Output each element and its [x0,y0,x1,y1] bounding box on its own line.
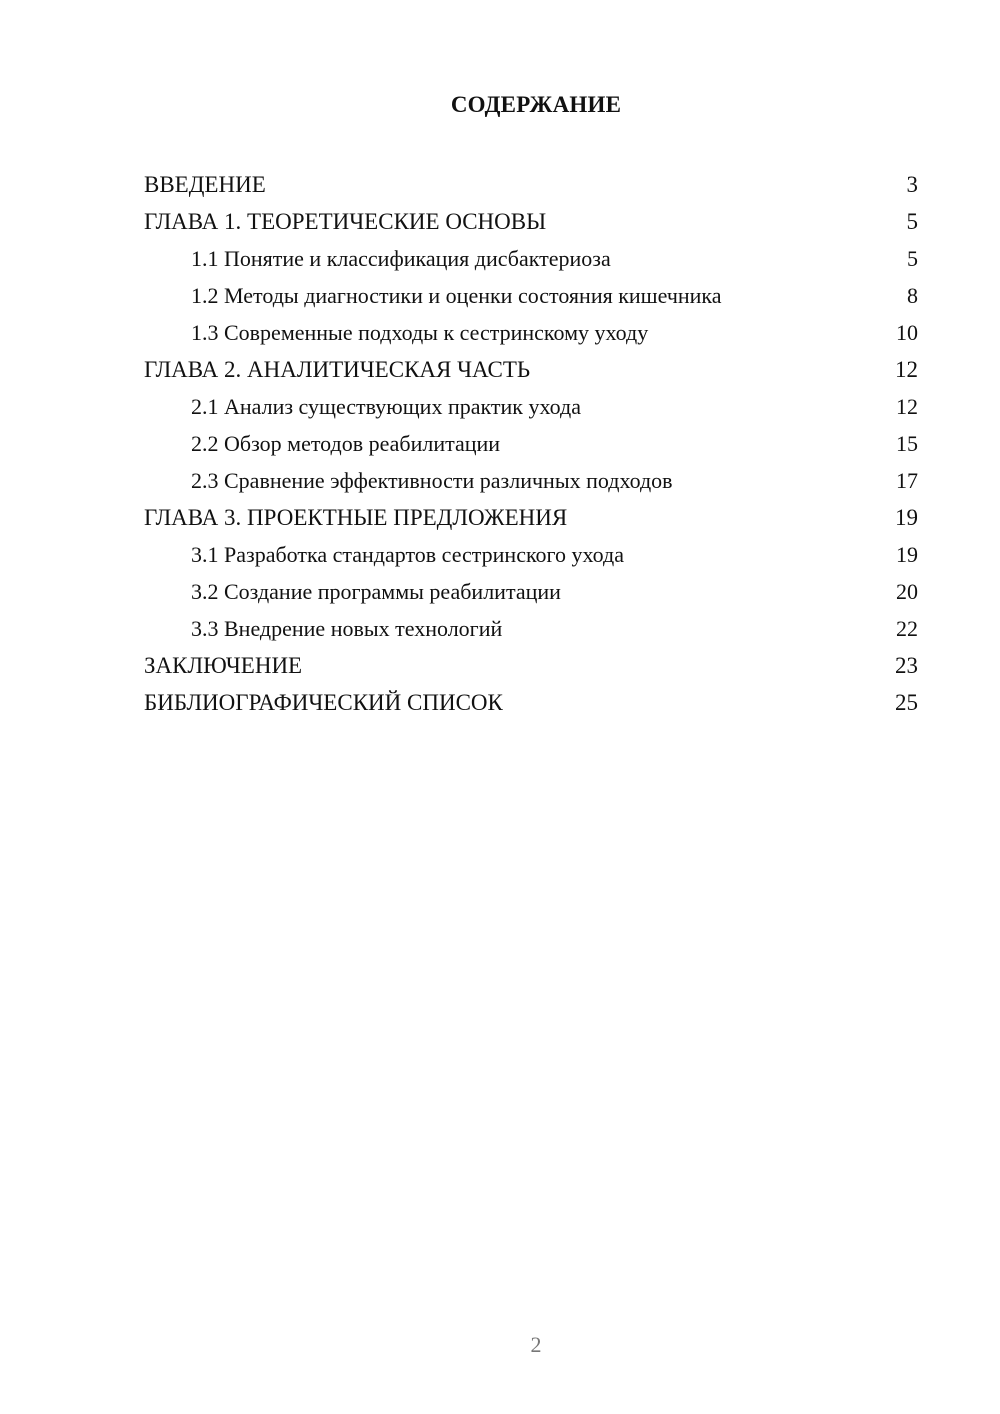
toc-entry-label: ЗАКЛЮЧЕНИЕ [144,653,303,678]
toc-entry-label: 2.3 Сравнение эффективности различных подходов [191,468,673,493]
toc-entry-label: 3.1 Разработка стандартов сестринского ухода [191,542,624,567]
toc-entry-conclusion[interactable] [144,647,918,684]
toc-entry-section-2-1[interactable] [144,388,918,425]
toc-entry-chapter-1[interactable] [144,203,918,240]
toc-entry-label: 1.2 Методы диагностики и оценки состояния кишечника [191,283,722,308]
toc-entry-label: 1.1 Понятие и классификация дисбактериоза [191,246,611,271]
toc-entry-page-number: 17 [896,468,918,493]
toc-entry-section-2-3[interactable] [144,462,918,499]
toc-entry-chapter-2[interactable] [144,351,918,388]
toc-entry-label: ГЛАВА 3. ПРОЕКТНЫЕ ПРЕДЛОЖЕНИЯ [144,505,568,530]
toc-entry-label: 2.2 Обзор методов реабилитации [191,431,501,456]
toc-entry-chapter-3[interactable] [144,499,918,536]
toc-entry-section-1-1[interactable] [144,240,918,277]
table-of-contents [144,166,918,721]
toc-entry-page-number: 22 [896,616,918,641]
toc-entry-page-number: 19 [895,505,918,530]
page-number: 2 [530,1332,542,1357]
toc-entry-label: 2.1 Анализ существующих практик ухода [191,394,581,419]
toc-entry-section-3-1[interactable] [144,536,918,573]
toc-entry-page-number: 3 [906,172,918,197]
toc-entry-page-number: 19 [896,542,918,567]
toc-entry-label: 3.2 Создание программы реабилитации [191,579,561,604]
toc-entry-page-number: 12 [896,394,918,419]
page-title: СОДЕРЖАНИЕ [450,92,622,117]
toc-entry-section-2-2[interactable] [144,425,918,462]
toc-entry-label: 1.3 Современные подходы к сестринскому уходу [191,320,649,345]
toc-entry-page-number: 10 [896,320,918,345]
toc-entry-page-number: 25 [895,690,918,715]
toc-entry-page-number: 15 [896,431,918,456]
toc-entry-introduction[interactable] [144,166,918,203]
toc-entry-label: ВВЕДЕНИЕ [144,172,266,197]
toc-entry-section-3-2[interactable] [144,573,918,610]
toc-entry-page-number: 12 [895,357,918,382]
toc-entry-label: БИБЛИОГРАФИЧЕСКИЙ СПИСОК [144,690,503,715]
toc-entry-page-number: 8 [907,283,918,308]
toc-entry-label: ГЛАВА 2. АНАЛИТИЧЕСКАЯ ЧАСТЬ [144,357,531,382]
toc-entry-page-number: 5 [907,246,918,271]
toc-entry-page-number: 5 [906,209,918,234]
toc-entry-label: ГЛАВА 1. ТЕОРЕТИЧЕСКИЕ ОСНОВЫ [144,209,547,234]
toc-entry-section-1-2[interactable] [144,277,918,314]
toc-entry-label: 3.3 Внедрение новых технологий [191,616,503,641]
toc-entry-page-number: 20 [896,579,918,604]
toc-entry-section-3-3[interactable] [144,610,918,647]
toc-entry-bibliography[interactable] [144,684,918,721]
toc-entry-section-1-3[interactable] [144,314,918,351]
toc-entry-page-number: 23 [895,653,918,678]
